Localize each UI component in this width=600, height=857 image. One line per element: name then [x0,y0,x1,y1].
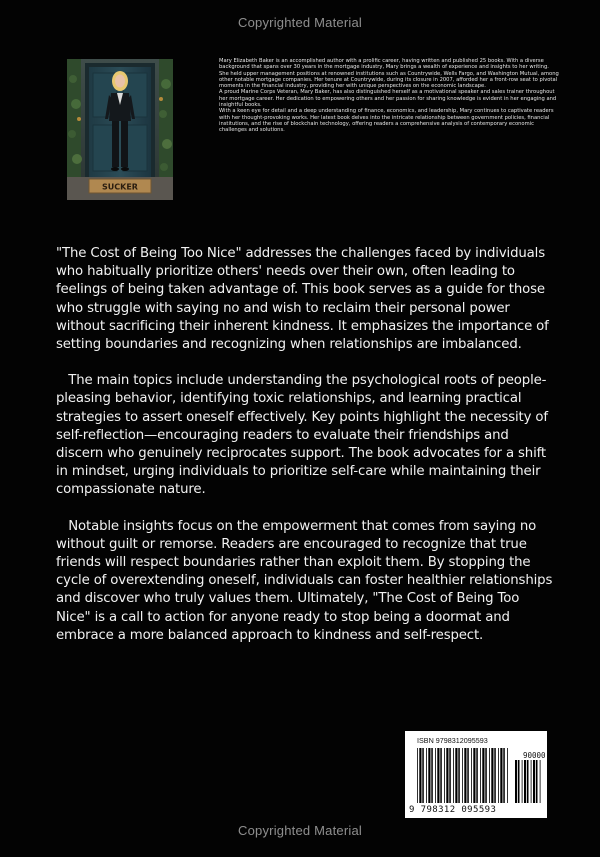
barcode-bar [507,748,508,803]
barcode-bar [473,748,475,803]
book-description [56,245,556,645]
barcode-bar [480,748,481,803]
barcode-bar [453,748,454,803]
description-paragraph-2-text: The main topics include understanding the psychological roots of people-pleasing behavior, identifying toxic relationships, and learning practical strategies to assert oneself effectively. Key points highlight the necessity of self-reflection—encouraging readers to evaluate their friendships and discern who genuinely reciprocates support. The book advocates for a shift in mindset, urging individuals to prioritize self-care while maintaining their compassionate nature. [56,373,548,498]
barcode-bar [464,748,466,803]
barcode-bar [494,748,496,803]
barcode-bar [449,748,451,803]
barcode-bar [437,748,439,803]
watermark-bottom: Copyrighted Material [238,823,362,838]
bio-paragraph-2: A proud Marine Corps Veteran, Mary Baker, has also distinguished herself as a motivational speaker and sales trainer throughout her mortgage career. Her dedication to empowering others and her passion for sharing knowledge is evident in her engaging and insightful books. [219,89,557,109]
doormat-text: SUCKER [102,182,138,192]
barcode-bar [482,748,484,803]
barcode-bar [440,748,442,803]
barcode-bar [485,748,487,803]
barcode-bar [533,760,535,803]
author-photo-image [67,59,173,200]
barcode-bar [515,760,517,803]
barcode-bar [500,748,502,803]
barcode-bar [498,748,499,803]
barcode-addon-code: 90000 [523,751,546,760]
barcode-bar [471,748,472,803]
barcode-bar [489,748,490,803]
barcode-bar [422,748,424,803]
barcode-bar [522,760,523,803]
barcode-bar [419,748,421,803]
barcode-bar [524,760,526,803]
barcode-bar [462,748,463,803]
barcode-bar [446,748,448,803]
barcode-bar [417,748,418,803]
barcode-bar [518,760,520,803]
barcode-bar [431,748,433,803]
barcode-bar [444,748,445,803]
barcode-bar [540,760,541,803]
barcode-digits: 9 798312 095593 [409,805,497,815]
barcode-bar [491,748,493,803]
barcode-bar [531,760,532,803]
barcode-bar [476,748,478,803]
author-bio [219,58,559,134]
isbn-label: ISBN 9798312095593 [417,736,488,745]
barcode-bar [426,748,427,803]
barcode-bar [536,760,538,803]
description-paragraph-2 [56,372,556,499]
barcode-bar [503,748,505,803]
isbn-barcode [405,731,547,818]
barcode-bar [458,748,460,803]
barcode-bar [527,760,529,803]
bio-paragraph-1: Mary Elizabeth Baker is an accomplished author with a prolific career, having written and published 25 books. With a diverse background that spans over 30 years in the mortgage industry, Mary brings a wealth of experience and insights to her writing. She held upper management positions at renowned institutions such as Countrywide, Wells Fargo, and Washington Mutual, among other notable mortgage companies. Her tenure at Countrywide, during its closure in 2007, afforded her a front-row seat to pivotal moments in the financial industry, providing her with unique perspectives on the economic landscape. [219,58,559,90]
barcode-bar [435,748,436,803]
barcode-bar [455,748,457,803]
description-paragraph-3 [56,518,556,645]
description-paragraph-1: "The Cost of Being Too Nice" addresses the challenges faced by individuals who habitually prioritize others' needs over their own, often leading to feelings of being taken advantage of. This book serves as a guide for those who struggle with saying no and wish to reclaim their personal power without sacrificing their inherent kindness. It emphasizes the importance of setting boundaries and recognizing when relationships are imbalanced. [56,246,549,353]
barcode-bar [428,748,430,803]
watermark-top: Copyrighted Material [238,15,362,30]
bio-paragraph-3: With a keen eye for detail and a deep understanding of finance, economics, and leadership, Mary continues to captivate readers with her thought-provoking works. Her latest book delves into the intricate relationship between government policies, financial institutions, and the rise of blockchain technology, offering readers a comprehensive analysis of contemporary economic challenges and solutions. [219,108,554,134]
barcode-bar [467,748,469,803]
description-paragraph-3-text: Notable insights focus on the empowerment that comes from saying no without guilt or remorse. Readers are encouraged to recognize that true friends will respect boundaries rather than exploit them. By stopping the cycle of overextending oneself, individuals can foster healthier relationships and discover who truly values them. Ultimately, "The Cost of Being Too Nice" is a call to action for anyone ready to stop being a doormat and embrace a more balanced approach to kindness and self-respect. [56,518,553,643]
author-photo [67,59,173,200]
